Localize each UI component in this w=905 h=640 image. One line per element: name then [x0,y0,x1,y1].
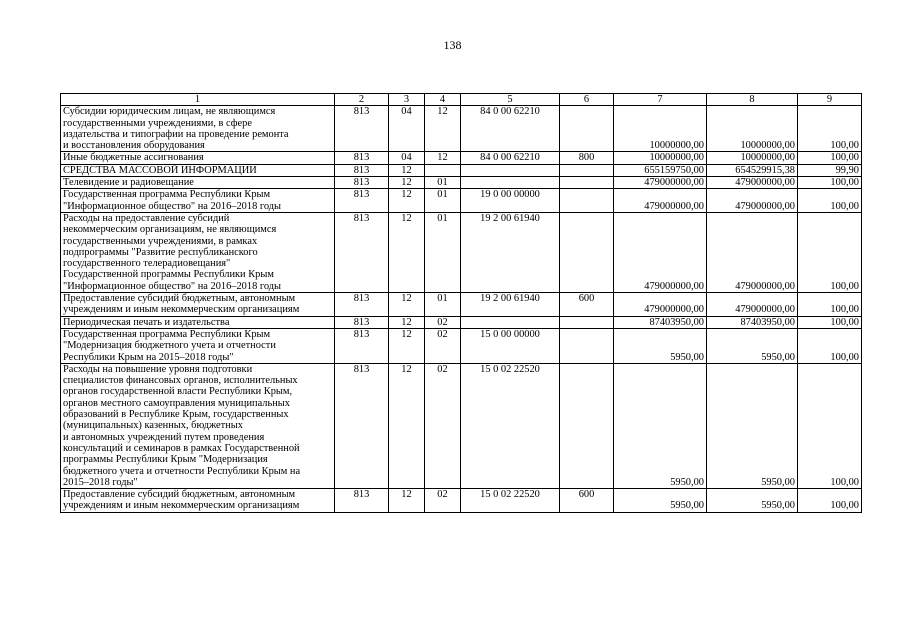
row-planned-amount-cell: 10000000,00 [614,106,707,152]
row-planned-amount-cell: 479000000,00 [614,293,707,317]
row-section-cell: 12 [389,489,425,513]
row-name-cell: СРЕДСТВА МАССОВОЙ ИНФОРМАЦИИ [61,164,335,176]
row-name-cell: Расходы на повышение уровня подготовки специалистов финансовых органов, исполнительных органов государственной власти Республики Крым, органов местного самоуправления муниципальных образований в Республике Крым, государственных (муниципальных) казенных, бюджетных и автономных учреждений путем проведения консультаций и семинаров в рамках Государственной программы Республики Крым "Модернизация бюджетного учета и отчетности Республики Крым на 2015–2018 годы" [61,363,335,488]
row-subsection-cell: 01 [425,212,461,292]
row-grbs-cell: 813 [335,328,389,363]
row-target-article-cell [461,164,560,176]
table-row [61,164,862,176]
row-planned-amount-cell: 87403950,00 [614,316,707,328]
header-cell: 9 [798,94,862,106]
row-subsection-cell: 02 [425,363,461,488]
row-subsection-cell: 01 [425,189,461,213]
row-grbs-cell: 813 [335,164,389,176]
row-actual-amount-cell: 654529915,38 [707,164,798,176]
row-percent-cell: 100,00 [798,489,862,513]
row-planned-amount-cell: 10000000,00 [614,152,707,164]
row-section-cell: 12 [389,363,425,488]
row-target-article-cell [461,316,560,328]
row-section-cell: 12 [389,328,425,363]
table-row [61,489,862,513]
row-name-cell: Иные бюджетные ассигнования [61,152,335,164]
row-grbs-cell: 813 [335,316,389,328]
row-expense-type-cell [560,177,614,189]
row-percent-cell: 100,00 [798,189,862,213]
row-actual-amount-cell: 5950,00 [707,363,798,488]
row-subsection-cell: 02 [425,328,461,363]
row-name-cell: Предоставление субсидий бюджетным, автономным учреждениям и иным некоммерческим организациям [61,489,335,513]
header-cell: 3 [389,94,425,106]
row-planned-amount-cell: 479000000,00 [614,177,707,189]
table-row [61,212,862,292]
row-actual-amount-cell: 5950,00 [707,489,798,513]
header-cell: 2 [335,94,389,106]
row-expense-type-cell [560,212,614,292]
row-expense-type-cell: 600 [560,293,614,317]
row-name-cell: Государственная программа Республики Крым "Информационное общество" на 2016–2018 годы [61,189,335,213]
table-row [61,363,862,488]
row-percent-cell: 100,00 [798,177,862,189]
row-percent-cell: 100,00 [798,212,862,292]
row-grbs-cell: 813 [335,106,389,152]
row-target-article-cell [461,177,560,189]
row-percent-cell: 100,00 [798,316,862,328]
row-grbs-cell: 813 [335,152,389,164]
row-grbs-cell: 813 [335,293,389,317]
row-grbs-cell: 813 [335,363,389,488]
row-target-article-cell: 15 0 02 22520 [461,489,560,513]
header-cell: 1 [61,94,335,106]
row-section-cell: 04 [389,152,425,164]
row-name-cell: Расходы на предоставление субсидий некоммерческим организациям, не являющимся государственными учреждениями, в рамках подпрограммы "Развитие республиканского государственного телерадиовещания" Государственной программы Республики Крым "Информационное общество" на 2016–2018 годы [61,212,335,292]
row-planned-amount-cell: 5950,00 [614,363,707,488]
row-name-cell: Периодическая печать и издательства [61,316,335,328]
row-grbs-cell: 813 [335,489,389,513]
row-actual-amount-cell: 479000000,00 [707,293,798,317]
row-name-cell: Субсидии юридическим лицам, не являющимся государственными учреждениями, в сфере издательства и типографии на проведение ремонта и восстановления оборудования [61,106,335,152]
row-expense-type-cell [560,189,614,213]
row-percent-cell: 99,90 [798,164,862,176]
row-target-article-cell: 15 0 00 00000 [461,328,560,363]
table-row [61,189,862,213]
row-planned-amount-cell: 479000000,00 [614,212,707,292]
row-percent-cell: 100,00 [798,152,862,164]
row-name-cell: Телевидение и радиовещание [61,177,335,189]
page-number: 138 [443,38,462,52]
row-planned-amount-cell: 479000000,00 [614,189,707,213]
row-percent-cell: 100,00 [798,363,862,488]
header-cell: 8 [707,94,798,106]
row-actual-amount-cell: 87403950,00 [707,316,798,328]
header-cell: 5 [461,94,560,106]
row-section-cell: 12 [389,189,425,213]
table-row [61,328,862,363]
table-row [61,177,862,189]
row-section-cell: 12 [389,293,425,317]
table-row [61,293,862,317]
row-target-article-cell: 19 2 00 61940 [461,212,560,292]
row-expense-type-cell [560,106,614,152]
row-expense-type-cell: 600 [560,489,614,513]
row-target-article-cell: 19 0 00 00000 [461,189,560,213]
row-expense-type-cell [560,328,614,363]
row-actual-amount-cell: 5950,00 [707,328,798,363]
row-subsection-cell [425,164,461,176]
row-target-article-cell: 84 0 00 62210 [461,152,560,164]
row-actual-amount-cell: 479000000,00 [707,177,798,189]
row-expense-type-cell [560,363,614,488]
row-subsection-cell: 12 [425,106,461,152]
row-section-cell: 12 [389,212,425,292]
row-expense-type-cell: 800 [560,152,614,164]
row-target-article-cell: 15 0 02 22520 [461,363,560,488]
row-grbs-cell: 813 [335,212,389,292]
row-percent-cell: 100,00 [798,106,862,152]
table-row [61,152,862,164]
row-expense-type-cell [560,316,614,328]
row-planned-amount-cell: 5950,00 [614,328,707,363]
row-actual-amount-cell: 10000000,00 [707,106,798,152]
row-planned-amount-cell: 655159750,00 [614,164,707,176]
row-target-article-cell: 84 0 00 62210 [461,106,560,152]
budget-table [60,93,862,513]
header-cell: 4 [425,94,461,106]
row-percent-cell: 100,00 [798,328,862,363]
table-row [61,106,862,152]
row-expense-type-cell [560,164,614,176]
row-grbs-cell: 813 [335,189,389,213]
row-subsection-cell: 12 [425,152,461,164]
row-target-article-cell: 19 2 00 61940 [461,293,560,317]
header-cell: 6 [560,94,614,106]
row-grbs-cell: 813 [335,177,389,189]
row-actual-amount-cell: 479000000,00 [707,212,798,292]
row-subsection-cell: 02 [425,316,461,328]
row-section-cell: 12 [389,164,425,176]
row-subsection-cell: 02 [425,489,461,513]
row-section-cell: 04 [389,106,425,152]
table-row [61,316,862,328]
row-subsection-cell: 01 [425,293,461,317]
row-name-cell: Предоставление субсидий бюджетным, автономным учреждениям и иным некоммерческим организациям [61,293,335,317]
header-cell: 7 [614,94,707,106]
table-header-row [61,94,862,106]
row-actual-amount-cell: 479000000,00 [707,189,798,213]
row-subsection-cell: 01 [425,177,461,189]
row-percent-cell: 100,00 [798,293,862,317]
row-section-cell: 12 [389,177,425,189]
row-actual-amount-cell: 10000000,00 [707,152,798,164]
row-section-cell: 12 [389,316,425,328]
row-name-cell: Государственная программа Республики Крым "Модернизация бюджетного учета и отчетности Республики Крым на 2015–2018 годы" [61,328,335,363]
row-planned-amount-cell: 5950,00 [614,489,707,513]
